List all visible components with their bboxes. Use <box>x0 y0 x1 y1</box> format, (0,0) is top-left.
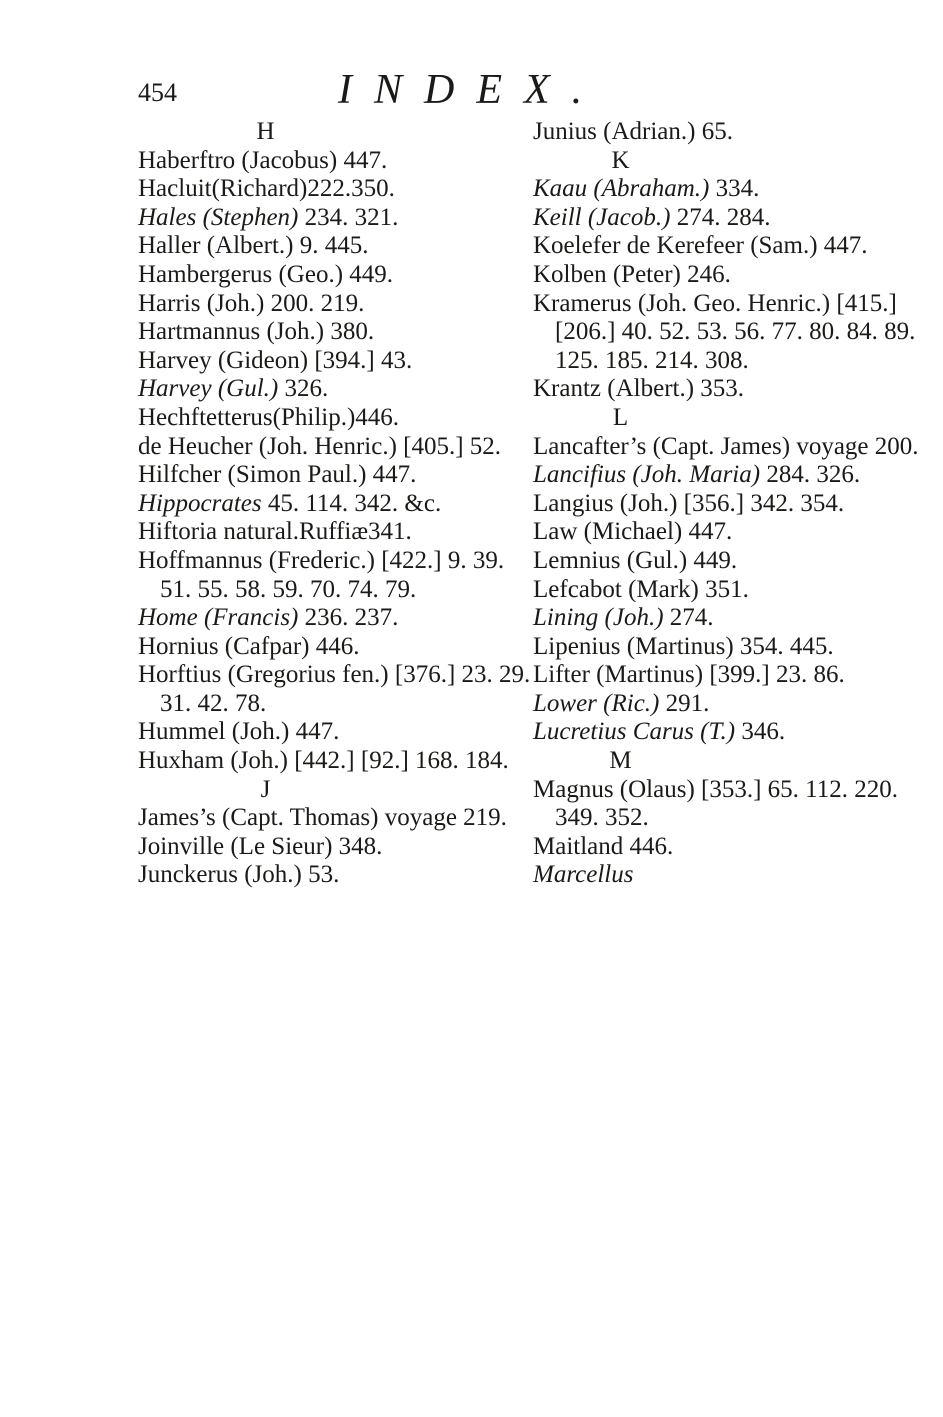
index-entry: Langius (Joh.) [356.] 342. 354. <box>533 489 845 517</box>
index-entry <box>138 375 538 404</box>
index-entry: Kolben (Peter) 246. <box>533 260 731 288</box>
index-entry: Kramerus (Joh. Geo. Henric.) [415.] [206.] 40. 52. 53. 56. 77. 80. 84. 89. 125. 185. 214. 308. <box>533 289 916 374</box>
index-entry: Huxham (Joh.) [442.] [92.] 168. 184. <box>138 747 509 775</box>
index-entry <box>138 490 538 519</box>
index-entry-refs: 45. 114. 342. &c. <box>261 489 442 517</box>
index-entry-name: Lancifius (Joh. Maria) <box>533 461 761 489</box>
index-entry: Lefcabot (Mark) 351. <box>533 575 749 603</box>
index-entry: Hechftetterus(Philip.)446. <box>138 403 400 431</box>
index-entry: Lancafter’s (Capt. James) voyage 200. <box>533 432 919 460</box>
index-entry <box>533 604 943 633</box>
index-column-left <box>138 118 538 890</box>
index-entry <box>138 604 538 633</box>
index-entry-refs: 234. 321. <box>298 203 399 231</box>
index-entry-refs: 274. 284. <box>670 203 771 231</box>
index-entry-name: Lower (Ric.) <box>533 689 660 717</box>
index-entry: Lifter (Martinus) [399.] 23. 86. <box>533 661 845 689</box>
index-entry-refs: 274. <box>663 604 714 632</box>
index-entry <box>138 204 538 233</box>
index-letter-heading: H <box>256 118 275 145</box>
index-entry <box>533 690 943 719</box>
index-entry: Horftius (Gregorius fen.) [376.] 23. 29. 31. 42. 78. <box>138 661 531 717</box>
index-entry: Law (Michael) 447. <box>533 518 733 546</box>
page-number: 454 <box>138 78 177 107</box>
index-entry-name: Marcellus <box>533 861 634 889</box>
index-entry: Maitland 446. <box>533 832 674 860</box>
index-entry-name: Harvey (Gul.) <box>138 375 279 403</box>
index-entry <box>533 461 943 490</box>
index-letter-heading: L <box>612 403 629 431</box>
index-entry: Magnus (Olaus) [353.] 65. 112. 220. 349. 352. <box>533 775 899 832</box>
index-entry: Junckerus (Joh.) 53. <box>138 861 340 889</box>
index-entry: Hiftoria natural.Ruffiæ341. <box>138 518 412 546</box>
index-letter-heading: K <box>611 146 630 174</box>
index-entry: Junius (Adrian.) 65. <box>533 118 733 145</box>
index-entry: Harris (Joh.) 200. 219. <box>138 289 365 317</box>
index-entry-refs: 334. <box>709 175 760 203</box>
index-entry: Haller (Albert.) 9. 445. <box>138 232 369 260</box>
index-entry <box>533 204 943 233</box>
index-entry-name: Hippocrates <box>138 489 262 517</box>
index-entry: Lipenius (Martinus) 354. 445. <box>533 632 834 660</box>
index-entry-refs: 236. 237. <box>298 604 399 632</box>
index-entry-name: Lining (Joh.) <box>533 604 664 632</box>
index-entry <box>533 861 943 890</box>
index-entry-name: Keill (Jacob.) <box>533 203 671 231</box>
index-entry: Hilfcher (Simon Paul.) 447. <box>138 461 417 489</box>
index-entry-name: Hales (Stephen) <box>138 203 299 231</box>
index-entry <box>533 175 943 204</box>
index-entry-refs: 326. <box>278 375 329 403</box>
index-entry: Lemnius (Gul.) 449. <box>533 546 738 574</box>
index-entry <box>533 718 943 747</box>
running-head: INDEX. <box>338 67 605 113</box>
index-entry-refs: 346. <box>735 718 786 746</box>
index-entry: Krantz (Albert.) 353. <box>533 375 745 403</box>
index-entry: de Heucher (Joh. Henric.) [405.] 52. <box>138 432 502 460</box>
index-entry: Harvey (Gideon) [394.] 43. <box>138 346 413 374</box>
index-entry-name: Kaau (Abraham.) <box>533 175 710 203</box>
index-entry: Joinville (Le Sieur) 348. <box>138 832 383 860</box>
index-entry: Haberftro (Jacobus) 447. <box>138 146 388 174</box>
page-header <box>138 60 658 120</box>
index-entry: Koelefer de Kerefeer (Sam.) 447. <box>533 232 868 260</box>
index-column-right <box>533 118 943 890</box>
index-entry-refs: 284. 326. <box>760 461 861 489</box>
index-entry: Hambergerus (Geo.) 449. <box>138 260 394 288</box>
index-letter-heading: M <box>609 747 632 775</box>
index-entry: Hornius (Cafpar) 446. <box>138 632 360 660</box>
index-entry: Hoffmannus (Frederic.) [422.] 9. 39. 51. 55. 58. 59. 70. 74. 79. <box>138 546 505 603</box>
index-letter-heading: J <box>260 775 271 803</box>
index-entry-name: Home (Francis) <box>138 604 299 632</box>
index-entry: Hummel (Joh.) 447. <box>138 718 340 746</box>
index-entry-refs: 291. <box>659 689 710 717</box>
index-entry: Hacluit(Richard)222.350. <box>138 175 395 203</box>
index-entry: Hartmannus (Joh.) 380. <box>138 318 375 346</box>
index-entry-name: Lucretius Carus (T.) <box>533 718 736 746</box>
index-entry: James’s (Capt. Thomas) voyage 219. <box>138 804 507 832</box>
